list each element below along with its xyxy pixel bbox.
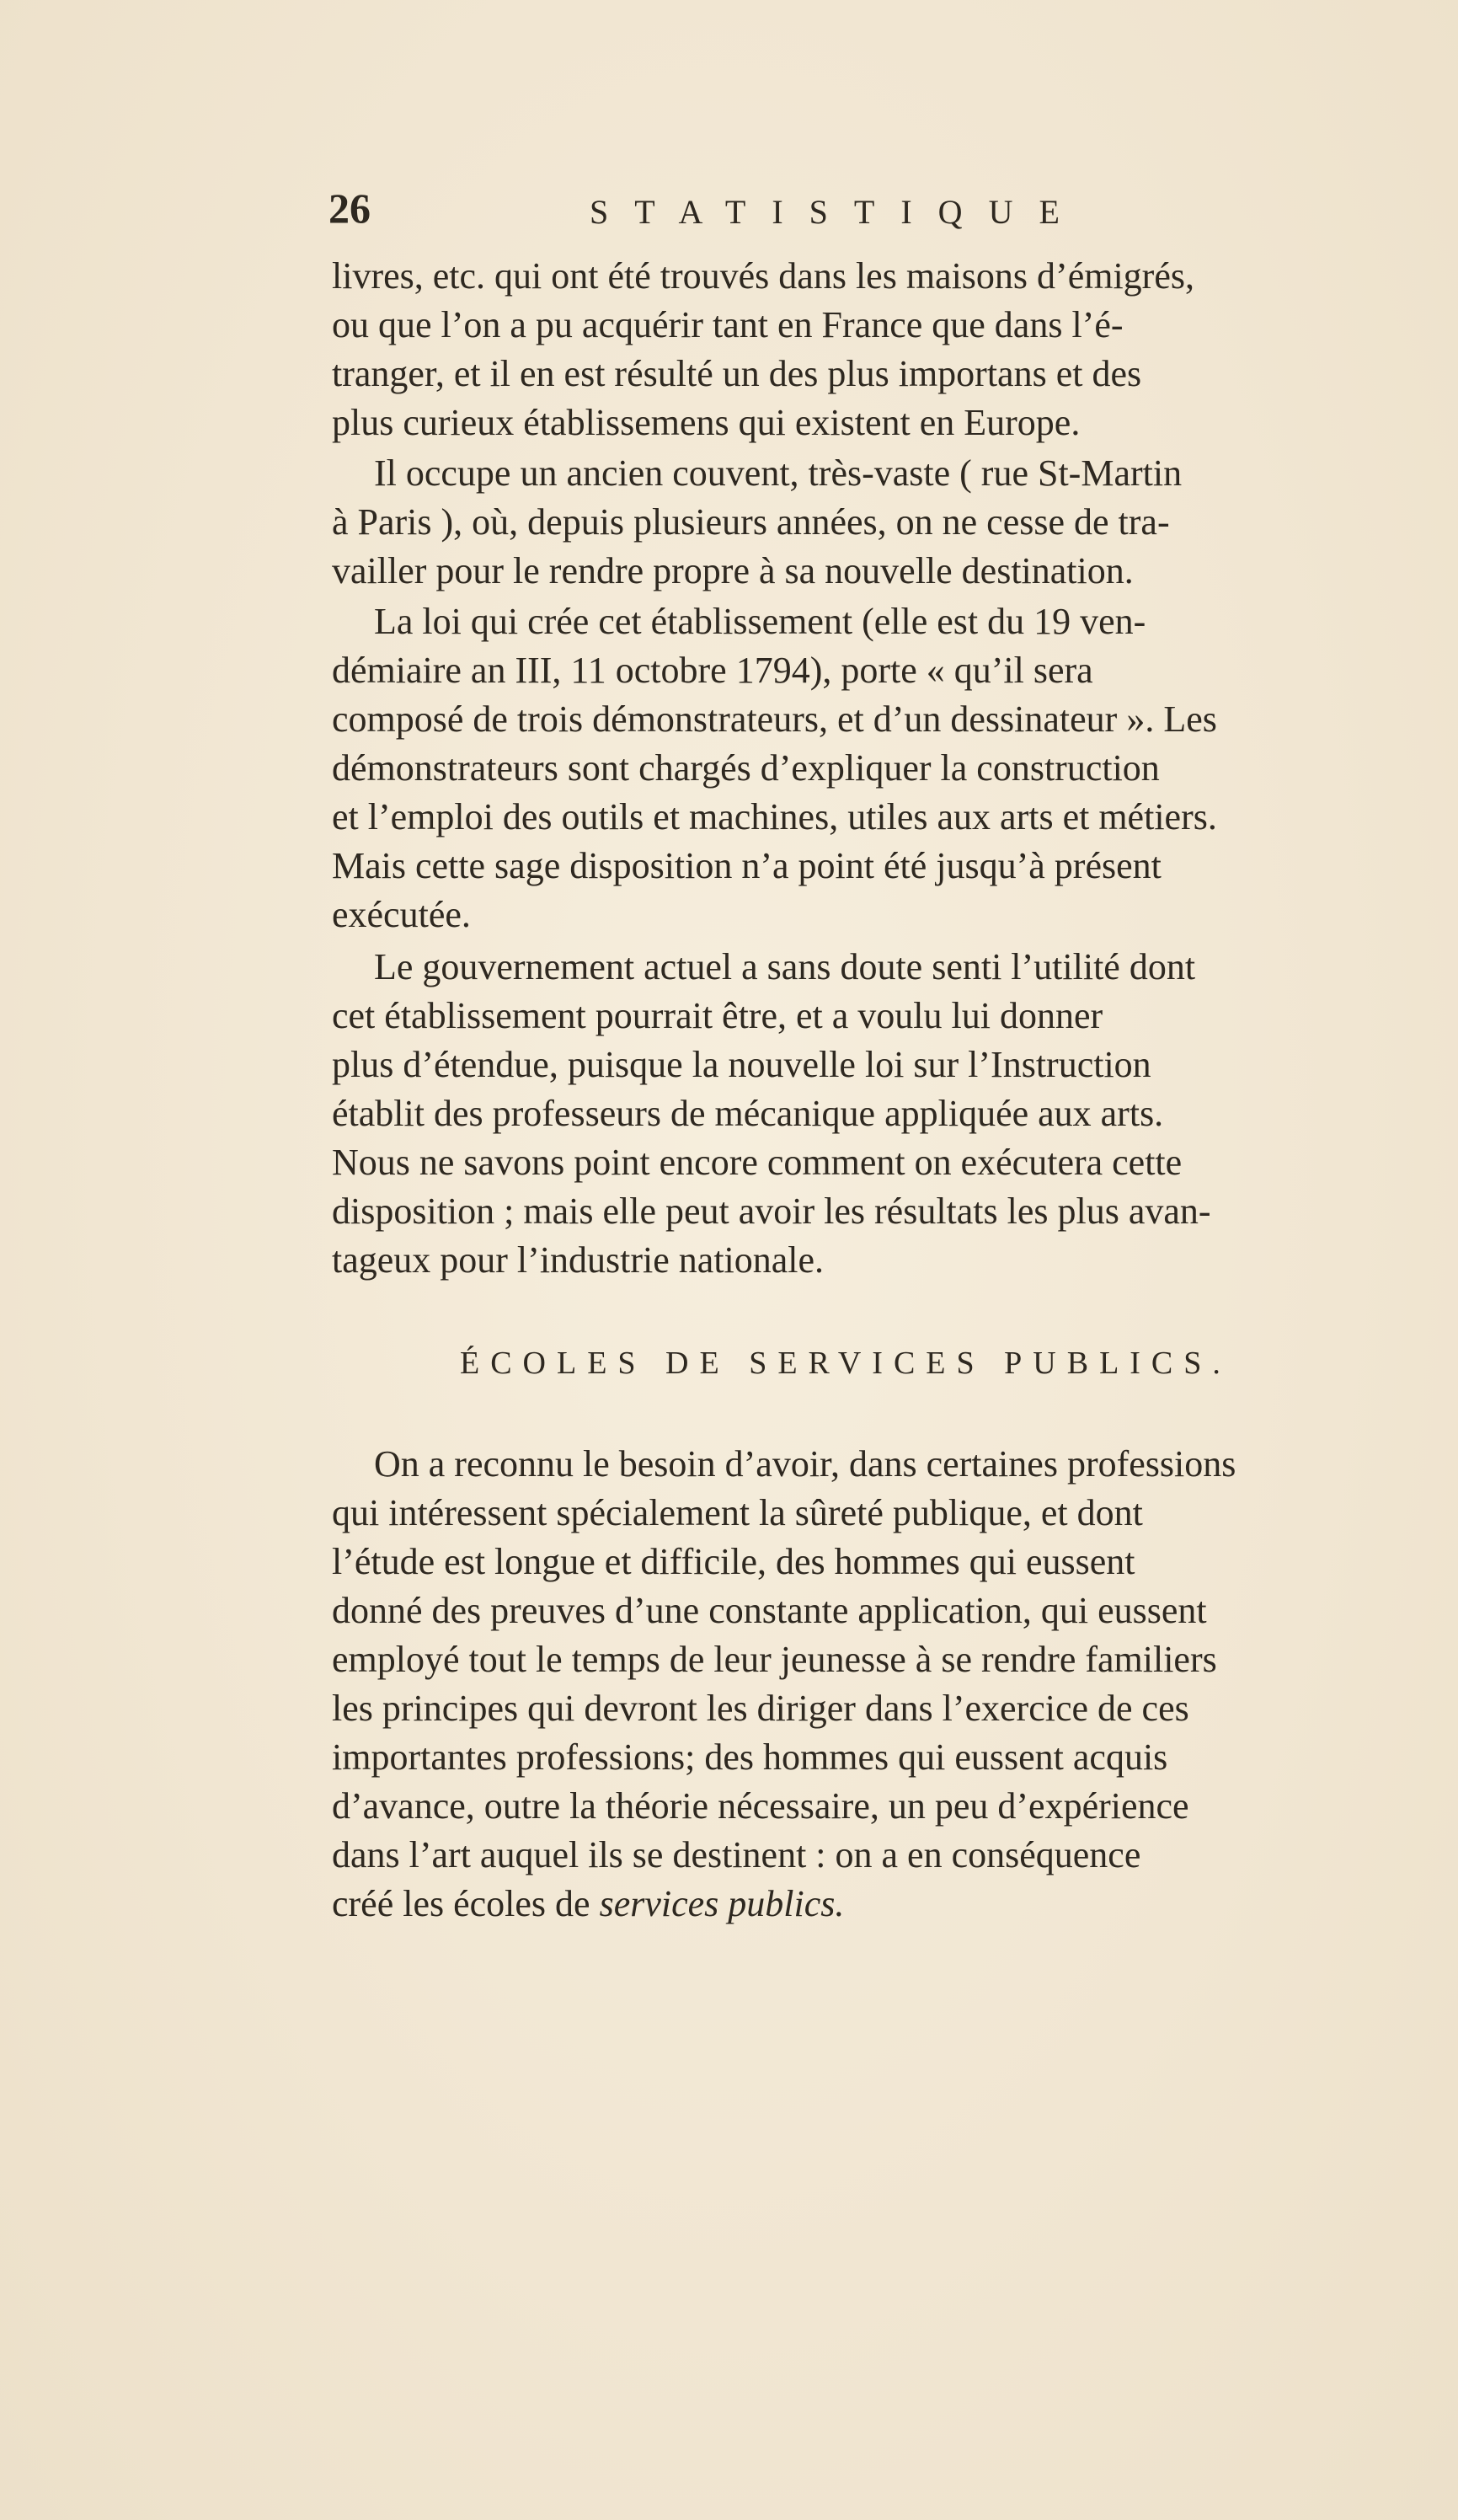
text-line: à Paris ), où, depuis plusieurs années, on ne cesse de tra-	[332, 501, 1170, 543]
running-title: STATISTIQUE	[590, 193, 1086, 231]
text-line: disposition ; mais elle peut avoir les résultats les plus avan-	[332, 1190, 1211, 1232]
section-heading: ÉCOLES DE SERVICES PUBLICS.	[460, 1346, 1231, 1381]
text-line: livres, etc. qui ont été trouvés dans les maisons d’émigrés,	[332, 255, 1194, 297]
text-line: donné des preuves d’une constante application, qui eussent	[332, 1590, 1207, 1631]
text-line: Il occupe un ancien couvent, très-vaste ( rue St-Martin	[374, 452, 1183, 494]
text-segment: créé les écoles de	[332, 1883, 600, 1924]
text-line: exécutée.	[332, 894, 471, 935]
text-line: l’étude est longue et difficile, des hommes qui eussent	[332, 1541, 1135, 1582]
text-line-last	[332, 1881, 844, 1928]
text-line: importantes professions; des hommes qui eussent acquis	[332, 1736, 1168, 1778]
text-line: dans l’art auquel ils se destinent : on a en conséquence	[332, 1834, 1141, 1875]
italic-term: services publics.	[599, 1883, 845, 1924]
text-line: tranger, et il en est résulté un des plus importans et des	[332, 353, 1142, 394]
text-line: les principes qui devront les diriger dans l’exercice de ces	[332, 1688, 1189, 1729]
text-line: Nous ne savons point encore comment on exécutera cette	[332, 1142, 1183, 1183]
text-line: démonstrateurs sont chargés d’expliquer la construction	[332, 747, 1160, 789]
text-line: vailler pour le rendre propre à sa nouvelle destination.	[332, 550, 1134, 591]
text-line: cet établissement pourrait être, et a voulu lui donner	[332, 995, 1103, 1036]
text-line: On a reconnu le besoin d’avoir, dans certaines professions	[374, 1443, 1236, 1485]
text-line: établit des professeurs de mécanique appliquée aux arts.	[332, 1093, 1164, 1134]
text-line: et l’emploi des outils et machines, utiles aux arts et métiers.	[332, 796, 1217, 837]
text-line: plus curieux établissemens qui existent en Europe.	[332, 402, 1081, 443]
text-line: démiaire an III, 11 octobre 1794), porte « qu’il sera	[332, 650, 1093, 691]
text-line: qui intéressent spécialement la sûreté publique, et dont	[332, 1492, 1143, 1533]
text-line: Le gouvernement actuel a sans doute senti l’utilité dont	[374, 946, 1196, 987]
text-line: composé de trois démonstrateurs, et d’un dessinateur ». Les	[332, 698, 1217, 740]
text-line: employé tout le temps de leur jeunesse à se rendre familiers	[332, 1639, 1217, 1680]
text-line: Mais cette sage disposition n’a point été jusqu’à présent	[332, 845, 1162, 886]
text-line: ou que l’on a pu acquérir tant en France que dans l’é-	[332, 304, 1124, 345]
text-line: d’avance, outre la théorie nécessaire, un peu d’expérience	[332, 1785, 1189, 1827]
text-line: La loi qui crée cet établissement (elle est du 19 ven-	[374, 601, 1146, 642]
text-line: tageux pour l’industrie nationale.	[332, 1239, 825, 1281]
page-header	[328, 184, 1440, 243]
page-number: 26	[328, 185, 371, 232]
text-line: plus d’étendue, puisque la nouvelle loi sur l’Instruction	[332, 1044, 1151, 1085]
